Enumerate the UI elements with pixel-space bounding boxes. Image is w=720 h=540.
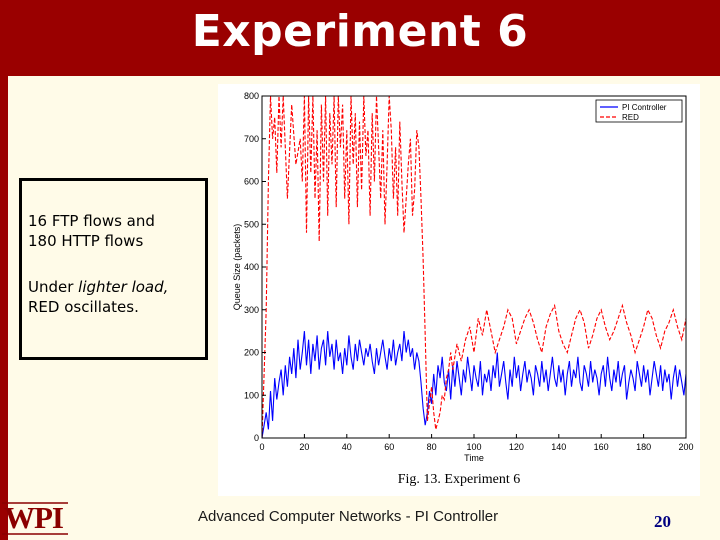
x-tick-label: 40	[341, 442, 352, 452]
slide-title: Experiment 6	[191, 6, 529, 57]
series-line-red	[262, 96, 686, 438]
callout-line-2: 180 HTTP flows	[28, 232, 144, 250]
queue-size-chart	[218, 84, 700, 464]
y-tick-label: 300	[243, 304, 259, 315]
y-tick-label: 700	[243, 133, 259, 144]
x-tick-label: 120	[508, 442, 524, 452]
callout-line-1: 16 FTP flows and	[28, 212, 155, 230]
callout-line-3a: Under	[28, 278, 79, 296]
y-tick-label: 200	[243, 347, 259, 358]
x-tick-label: 60	[384, 442, 395, 452]
x-axis-label: Time	[464, 453, 484, 463]
y-tick-label: 0	[253, 433, 259, 443]
y-tick-label: 500	[243, 219, 259, 230]
y-axis-label: Queue Size (packets)	[232, 223, 242, 311]
x-tick-label: 200	[678, 442, 694, 452]
x-tick-label: 0	[259, 442, 265, 452]
legend-label: PI Controller	[622, 103, 667, 112]
x-tick-label: 180	[636, 442, 652, 452]
x-tick-label: 160	[593, 442, 609, 452]
series-line-pi-controller	[262, 331, 686, 438]
page-number: 20	[654, 512, 671, 531]
figure-panel	[218, 84, 700, 496]
x-tick-label: 100	[466, 442, 482, 452]
x-tick-label: 20	[299, 442, 310, 452]
plot-frame	[262, 96, 686, 438]
y-tick-label: 800	[243, 91, 259, 101]
callout-line-3	[28, 277, 205, 297]
x-tick-label: 80	[426, 442, 437, 452]
x-tick-label: 140	[551, 442, 567, 452]
y-tick-label: 400	[243, 262, 259, 272]
logo-text: WPI	[4, 500, 63, 535]
figure-caption: Fig. 13. Experiment 6	[397, 472, 521, 487]
y-tick-label: 600	[243, 176, 259, 187]
legend-label: RED	[622, 113, 639, 122]
y-tick-label: 100	[243, 390, 259, 401]
callout-line-4: RED oscillates.	[28, 298, 139, 316]
wpi-logo	[2, 500, 68, 536]
callout-box	[19, 178, 208, 360]
callout-line-3b: lighter load,	[78, 278, 169, 296]
footer-text: Advanced Computer Networks - PI Controller	[198, 508, 499, 525]
left-accent-bar	[0, 76, 8, 540]
